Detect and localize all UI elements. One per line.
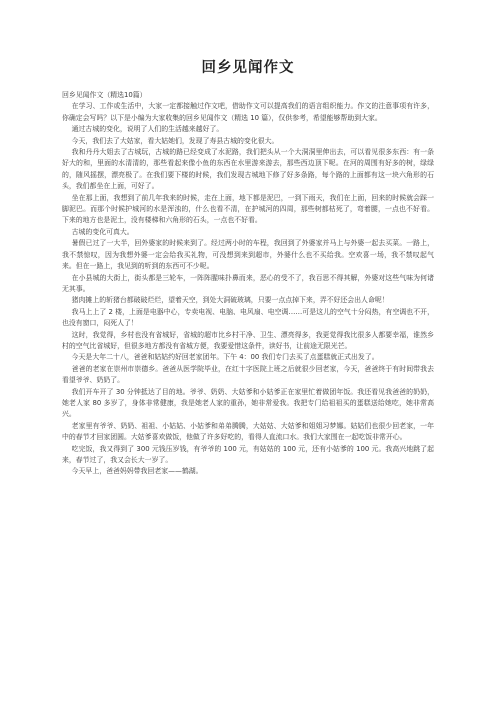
document-paragraph: 爸爸的老家在崇州市崇德乡。爸爸从医学院毕业，在红十字医院上班之后就很少回老家，今天，爸爸终于有时间带我去看望爷爷、奶奶了。: [62, 364, 434, 385]
document-body: [62, 90, 434, 478]
document-paragraph: 这时，我觉得，乡村也没有省城好，省城的超市比乡村干净、卫生、漂亮得多，我更觉得我比很多人都要幸福，谁然乡村的空气比省城好，但很多地方都没有省城方便，我要爱惜这条件，读好书，让前途无限光芒。: [62, 330, 434, 350]
document-paragraph: 吃完饭，我又得到了 300 元钱压岁钱，有爷爷的 100 元，有姑姑的 100 元，还有小姑爹的 100 元。我高兴地跳了起来，春节过了，我又会长大一岁了。: [62, 444, 434, 464]
document-paragraph: 今天是大年二十八，爸爸和姑姑约好回老家团年。下午 4：00 我们专门去买了点蛋糕就正式出发了。: [71, 353, 379, 362]
document-paragraph: 在学习、工作或生活中，大家一定都接触过作文吧，借助作文可以提高我们的语言组织能力。作文的注意事项有许多，你确定会写吗？以下是小编为大家收集的回乡见闻作文（精选 10 篇），仅供参考，希望能够帮助到大家。: [62, 102, 434, 122]
document-paragraph: 我和丹丹大姐去了古城玩，古城的路已经变成了水泥路，我们把头从一个大洞洞里伸出去，可以看见很多东西：有一条好大的和，里面的水清清的，那些看起来像小鱼的东西在水里游来游去，那些西边顶下呢。在河的周围有好多的树，绿绿的，随风摇摆，漂亮极了。在我们要下楼的时候，我们发现古城地下修了好多条路，每个路的上面都有这一块六角形的石头，我们都坐在上面，可好了。: [62, 148, 434, 191]
document-paragraph: 古城的变化可真大。: [71, 227, 134, 236]
document-paragraph: 今天，我们去了大姑家，看大姑她们，发现了寿县古城的变化很大。: [71, 136, 279, 145]
document-paragraph: 今天早上，爸爸妈妈带我回老家——鹤湖。: [71, 467, 203, 476]
document-paragraph: 老家里有爷爷、奶奶、祖祖、小姑姑、小姑爹和弟弟腾腾，大姑姑、大姑爹和姐姐习梦娜。姑姑们也很少回老家，一年中的春节才回家团圆。大姑爹喜欢做饭，他做了许多好吃的，看得人直流口水。我们大家围在一起吃饭非常开心。: [62, 421, 434, 442]
document-paragraph: 通过古城的变化，说明了人们的生活越来越好了。: [71, 125, 224, 134]
document-paragraph: 我们开车开了 30 分钟抵达了目的地。爷爷、奶奶、大姑爹和小姑爹正在家里忙着做团年饭。我还看见我爸爸的奶奶，她老人家 80 多岁了，身体非常健康，我是她老人家的重孙，她非常爱我。我把专门给祖祖买的蛋糕送给她吃，她非常高兴。: [62, 387, 434, 419]
document-paragraph: 回乡见闻作文（精选10篇）: [62, 91, 147, 99]
document-paragraph: 我马上上了 2 楼，上面是电器中心，专卖电视、电脑、电风扇、电空调……可是这儿的空气十分闷热，有空调也不开，也没有窗口，闷死人了！: [62, 307, 434, 328]
document-paragraph: 暑假已过了一大半，回外婆家的时候来到了。经过两小时的车程，我回到了外婆家并马上与外婆一起去买菜。一路上，我不禁惊叹，因为我想外婆一定会给我买礼物，可没想到来到超市，外婆什么也不买给我。空欢喜一场，我不禁叹起气来。但在一路上，我见到的听到的东西可不少呢。: [62, 239, 434, 271]
document-paragraph: 在小县城的大街上，街头都是三轮车，一阵阵腥味扑鼻而来，恶心的受不了，我百思不得其解，外婆对这些气味为何诸无其事。: [62, 273, 434, 293]
document-title: 回乡见闻作文: [201, 60, 295, 76]
document-paragraph: 猪肉摊上的斩猪台都破破烂烂，望着天空，到处大洞破玻璃，只要一点点掉下来，弄不好还会出人命呢！: [71, 296, 389, 305]
document-paragraph: 坐在那上面，我想到了前几年我来的时候，走在上面，地下都是泥巴，一到下雨天，我们在上面，回来的时候就会踩一脚泥巴。而那个时候护城河的水是浑浊的，什么也看不清，在护城河的四周，那些树都枯死了，弯着腰，一点也不好看。下来的地方也是泥土，没有楼梯和六角形的石头，一点也不好看。: [62, 193, 434, 225]
